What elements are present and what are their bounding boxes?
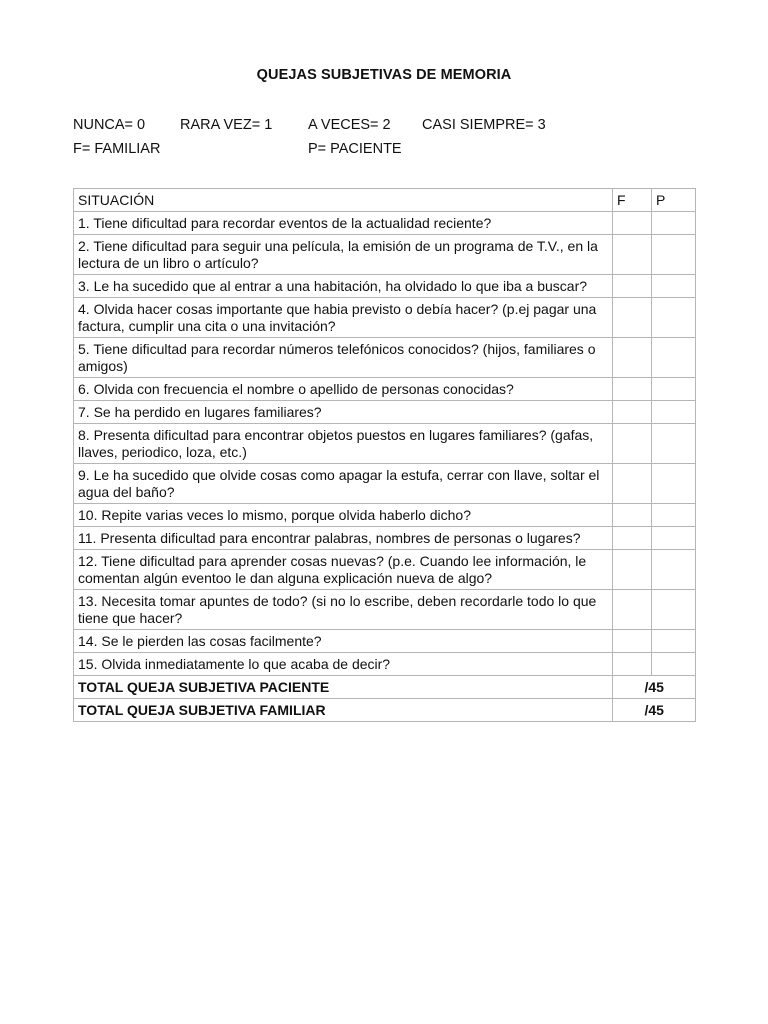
question-text: 14. Se le pierden las cosas facilmente? <box>74 630 613 653</box>
table-row <box>74 630 696 653</box>
question-text: 15. Olvida inmediatamente lo que acaba de decir? <box>74 653 613 676</box>
table-row <box>74 378 696 401</box>
paciente-score-cell[interactable] <box>652 630 696 653</box>
paciente-score-cell[interactable] <box>652 464 696 504</box>
familiar-score-cell[interactable] <box>613 550 652 590</box>
header-situacion: SITUACIÓN <box>74 189 613 212</box>
familiar-score-cell[interactable] <box>613 338 652 378</box>
table-header-row <box>74 189 696 212</box>
question-text: 8. Presenta dificultad para encontrar objetos puestos en lugares familiares? (gafas, llaves, periodico, loza, etc.) <box>74 424 613 464</box>
legend-a-veces: A VECES= 2 <box>308 117 391 133</box>
question-text: 13. Necesita tomar apuntes de todo? (si no lo escribe, deben recordarle todo lo que tiene que hacer? <box>74 590 613 630</box>
question-text: 11. Presenta dificultad para encontrar palabras, nombres de personas o lugares? <box>74 527 613 550</box>
page-title: QUEJAS SUBJETIVAS DE MEMORIA <box>256 67 512 83</box>
total-value-cell <box>644 699 696 722</box>
paciente-score-cell[interactable] <box>652 424 696 464</box>
familiar-score-cell[interactable] <box>613 653 652 676</box>
question-text: 2. Tiene dificultad para seguir una película, la emisión de un programa de T.V., en la lectura de un libro o artículo? <box>74 235 613 275</box>
familiar-score-cell[interactable] <box>613 590 652 630</box>
table-row <box>74 464 696 504</box>
question-text: 1. Tiene dificultad para recordar eventos de la actualidad reciente? <box>74 212 613 235</box>
table-row <box>74 653 696 676</box>
paciente-score-cell[interactable] <box>652 504 696 527</box>
question-text: 6. Olvida con frecuencia el nombre o apellido de personas conocidas? <box>74 378 613 401</box>
paciente-score-cell[interactable] <box>652 338 696 378</box>
table-row <box>74 401 696 424</box>
question-text: 7. Se ha perdido en lugares familiares? <box>74 401 613 424</box>
familiar-score-cell[interactable] <box>613 275 652 298</box>
total-row <box>74 676 696 699</box>
questionnaire-table <box>73 188 696 722</box>
paciente-score-cell[interactable] <box>652 212 696 235</box>
familiar-score-cell[interactable] <box>613 212 652 235</box>
header-p: P <box>652 189 696 212</box>
question-text: 4. Olvida hacer cosas importante que habia previsto o debía hacer? (p.ej pagar una factura, cumplir una cita o una invitación? <box>74 298 613 338</box>
header-f: F <box>613 189 652 212</box>
total-label: TOTAL QUEJA SUBJETIVA PACIENTE <box>74 676 613 699</box>
table-row <box>74 527 696 550</box>
familiar-score-cell[interactable] <box>613 401 652 424</box>
total-value: /45 <box>644 679 664 695</box>
familiar-score-cell[interactable] <box>613 298 652 338</box>
table-row <box>74 504 696 527</box>
legend-casi-siempre: CASI SIEMPRE= 3 <box>422 117 546 133</box>
table-row <box>74 338 696 378</box>
question-text: 12. Tiene dificultad para aprender cosas nuevas? (p.e. Cuando lee información, le comentan algún eventoo le dan alguna explicación nueva de algo? <box>74 550 613 590</box>
table-row <box>74 550 696 590</box>
familiar-score-cell[interactable] <box>613 464 652 504</box>
total-label: TOTAL QUEJA SUBJETIVA FAMILIAR <box>74 699 613 722</box>
familiar-score-cell[interactable] <box>613 527 652 550</box>
legend-paciente: P= PACIENTE <box>308 141 402 157</box>
paciente-score-cell[interactable] <box>652 527 696 550</box>
paciente-score-cell[interactable] <box>652 235 696 275</box>
familiar-score-cell[interactable] <box>613 424 652 464</box>
table-row <box>74 212 696 235</box>
table-row <box>74 298 696 338</box>
familiar-score-cell[interactable] <box>613 235 652 275</box>
familiar-score-cell[interactable] <box>613 630 652 653</box>
table-row <box>74 235 696 275</box>
paciente-score-cell[interactable] <box>652 298 696 338</box>
question-text: 5. Tiene dificultad para recordar números telefónicos conocidos? (hijos, familiares o amigos) <box>74 338 613 378</box>
paciente-score-cell[interactable] <box>652 590 696 630</box>
paciente-score-cell[interactable] <box>652 378 696 401</box>
question-text: 9. Le ha sucedido que olvide cosas como apagar la estufa, cerrar con llave, soltar el agua del baño? <box>74 464 613 504</box>
total-row <box>74 699 696 722</box>
question-text: 10. Repite varias veces lo mismo, porque olvida haberlo dicho? <box>74 504 613 527</box>
table-row <box>74 275 696 298</box>
paciente-score-cell[interactable] <box>652 401 696 424</box>
total-value-cell <box>644 676 696 699</box>
question-text: 3. Le ha sucedido que al entrar a una habitación, ha olvidado lo que iba a buscar? <box>74 275 613 298</box>
familiar-score-cell[interactable] <box>613 504 652 527</box>
paciente-score-cell[interactable] <box>652 653 696 676</box>
legend-nunca: NUNCA= 0 <box>73 117 146 133</box>
paciente-score-cell[interactable] <box>652 275 696 298</box>
table-row <box>74 424 696 464</box>
paciente-score-cell[interactable] <box>652 550 696 590</box>
familiar-score-cell[interactable] <box>613 378 652 401</box>
legend-rara-vez: RARA VEZ= 1 <box>180 117 273 133</box>
legend-familiar: F= FAMILIAR <box>73 141 161 157</box>
table-row <box>74 590 696 630</box>
total-value: /45 <box>644 702 664 718</box>
